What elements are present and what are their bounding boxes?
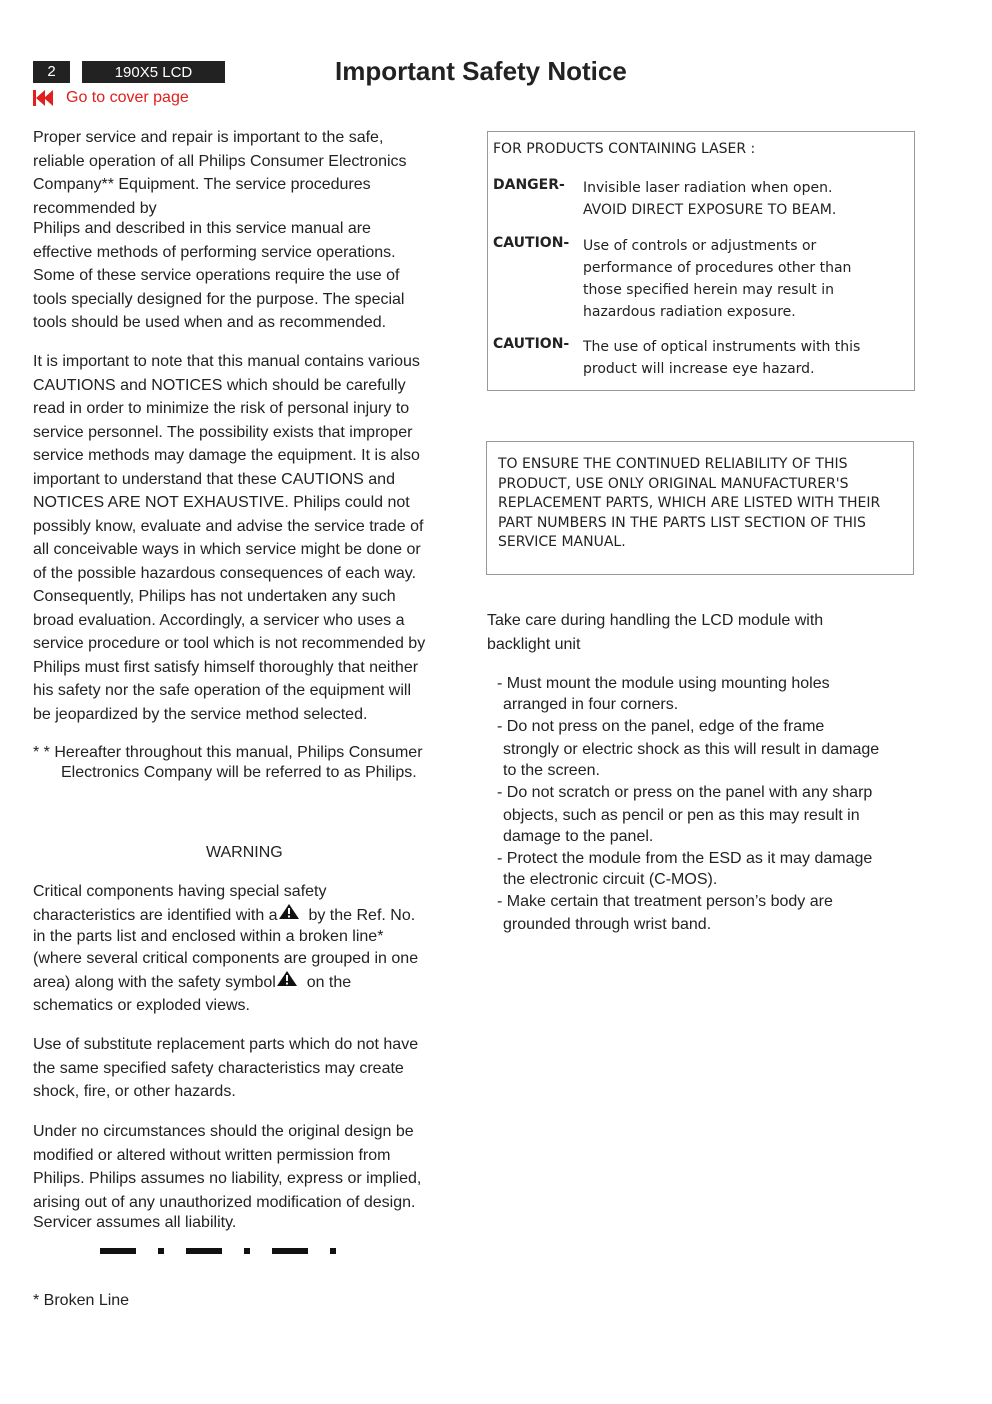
text-line: reliable operation of all Philips Consumer Electronics — [33, 152, 407, 170]
text-line: (where several critical components are grouped in one — [33, 950, 419, 967]
reliability-text — [498, 455, 880, 553]
reliability-notice-box — [486, 441, 914, 575]
dash — [272, 1248, 308, 1254]
dot — [244, 1248, 250, 1254]
laser-warning-box — [487, 131, 915, 391]
text-line: Under no circumstances should the original design be — [33, 1123, 414, 1140]
lcd-intro — [487, 609, 927, 656]
list-item: - Must mount the module using mounting holes — [497, 675, 830, 692]
text-line: Company** Equipment. The service procedures — [33, 176, 371, 193]
text-line: * * Hereafter throughout this manual, Philips Consumer — [33, 744, 423, 761]
page-number: 2 — [33, 61, 70, 83]
text-line: Some of these service operations require the use of — [33, 267, 400, 284]
caution-text — [583, 336, 860, 380]
text-line: all conceivable ways in which service might be done or — [33, 541, 421, 558]
text-line: product will increase eye hazard. — [583, 361, 815, 377]
text-fragment: characteristics are identified with a — [33, 906, 278, 924]
list-item: damage to the panel. — [503, 828, 654, 845]
list-item: - Protect the module from the ESD as it may damage — [497, 850, 873, 867]
text-line: Take care during handling the LCD module with — [487, 612, 824, 629]
text-line: Use of controls or adjustments or — [583, 238, 817, 254]
list-item: arranged in four corners. — [503, 696, 679, 713]
warning-triangle-icon — [276, 971, 298, 987]
text-line: in the parts list and enclosed within a broken line* — [33, 928, 384, 945]
intro-paragraph-cont — [33, 217, 465, 335]
lcd-handling-list — [497, 672, 937, 936]
text-line: possibly know, evaluate and advise the service trade of — [33, 517, 424, 535]
text-line: PART NUMBERS IN THE PARTS LIST SECTION OF THIS — [498, 514, 866, 531]
text-line: schematics or exploded views. — [33, 997, 250, 1014]
circumstances-paragraph — [33, 1120, 465, 1232]
text-line — [33, 971, 465, 995]
text-line: important to understand that these CAUTIONS and — [33, 470, 395, 488]
list-item: to the screen. — [503, 762, 600, 779]
text-line: service personnel. The possibility exists that improper — [33, 423, 413, 441]
text-line: Servicer assumes all liability. — [33, 1214, 237, 1231]
text-line: read in order to minimize the risk of personal injury to — [33, 400, 410, 417]
critical-paragraph — [33, 880, 465, 1018]
text-line: the same specified safety characteristics may create — [33, 1059, 404, 1077]
text-line: his safety nor the safe operation of the equipment will — [33, 682, 411, 699]
skip-back-icon — [33, 90, 54, 106]
warning-heading: WARNING — [206, 844, 283, 861]
laser-heading: FOR PRODUCTS CONTAINING LASER : — [493, 141, 756, 157]
text-line: Critical components having special safety — [33, 883, 327, 900]
danger-label: DANGER- — [493, 177, 565, 193]
caution-label: CAUTION- — [493, 336, 570, 352]
text-line: SERVICE MANUAL. — [498, 534, 626, 550]
text-line: Philips must first satisfy himself thoroughly that neither — [33, 658, 419, 676]
text-line: Use of substitute replacement parts which do not have — [33, 1036, 419, 1053]
text-line: It is important to note that this manual contains various — [33, 353, 420, 370]
list-item: objects, such as pencil or pen as this may result in — [503, 807, 860, 824]
text-line: performance of procedures other than — [583, 260, 852, 276]
caution-label: CAUTION- — [493, 235, 570, 251]
text-line: service methods may damage the equipment. It is also — [33, 447, 420, 464]
text-line: be jeopardized by the service method selected. — [33, 705, 368, 723]
go-to-cover-link[interactable] — [33, 89, 189, 107]
text-line: REPLACEMENT PARTS, WHICH ARE LISTED WITH THEIR — [498, 495, 881, 511]
text-line: CAUTIONS and NOTICES which should be carefully — [33, 376, 406, 394]
text-line: Philips. Philips assumes no liability, express or implied, — [33, 1170, 422, 1187]
text-line: those specified herein may result in — [583, 282, 834, 298]
cover-link-label: Go to cover page — [66, 89, 189, 106]
list-item: - Do not scratch or press on the panel with any sharp — [497, 784, 873, 801]
caution-text — [583, 235, 851, 323]
text-line: modified or altered without written permission from — [33, 1146, 391, 1164]
text-line: NOTICES ARE NOT EXHAUSTIVE. Philips could not — [33, 494, 410, 511]
dot — [158, 1248, 164, 1254]
list-item: - Do not press on the panel, edge of the frame — [497, 718, 825, 735]
text-line: Electronics Company will be referred to as Philips. — [61, 764, 417, 781]
text-line: Consequently, Philips has not undertaken any such — [33, 588, 396, 605]
cautions-paragraph — [33, 350, 465, 726]
text-fragment: area) along with the safety symbol — [33, 973, 276, 991]
text-line: hazardous radiation exposure. — [583, 304, 796, 320]
text-line: service procedure or tool which is not recommended by — [33, 635, 426, 652]
list-item: - Make certain that treatment person’s body are — [497, 893, 833, 910]
text-fragment: on the — [306, 973, 352, 991]
text-line: PRODUCT, USE ONLY ORIGINAL MANUFACTURER'S — [498, 475, 849, 492]
broken-line-caption: * Broken Line — [33, 1292, 130, 1309]
warning-triangle-icon — [278, 904, 300, 920]
intro-paragraph — [33, 126, 465, 220]
text-line: tools specially designed for the purpose. The special — [33, 290, 405, 308]
text-line: of the possible hazardous consequences of each way. — [33, 564, 417, 582]
text-line: backlight unit — [487, 635, 581, 653]
text-line: AVOID DIRECT EXPOSURE TO BEAM. — [583, 202, 837, 218]
danger-text — [583, 177, 836, 221]
dot — [330, 1248, 336, 1254]
text-line: TO ENSURE THE CONTINUED RELIABILITY OF THIS — [498, 456, 848, 472]
text-fragment: by the Ref. No. — [308, 906, 416, 924]
list-item: strongly or electric shock as this will result in damage — [503, 741, 880, 758]
text-line: Invisible laser radiation when open. — [583, 180, 833, 196]
list-item: the electronic circuit (C-MOS). — [503, 871, 718, 888]
text-line: The use of optical instruments with this — [583, 339, 861, 355]
text-line: shock, fire, or other hazards. — [33, 1083, 236, 1100]
text-line: Philips and described in this service manual are — [33, 220, 371, 237]
model-label: 190X5 LCD — [82, 61, 225, 83]
text-line — [33, 904, 465, 928]
text-line: broad evaluation. Accordingly, a servicer who uses a — [33, 611, 405, 629]
footnote — [33, 743, 473, 783]
text-line: arising out of any unauthorized modification of design. — [33, 1193, 416, 1211]
dash — [100, 1248, 136, 1254]
page-title: Important Safety Notice — [335, 56, 627, 86]
text-line: tools should be used when and as recommended. — [33, 314, 387, 331]
text-line: Proper service and repair is important to the safe, — [33, 129, 384, 146]
dash — [186, 1248, 222, 1254]
substitute-paragraph — [33, 1033, 465, 1104]
text-line: recommended by — [33, 199, 157, 217]
list-item: grounded through wrist band. — [503, 916, 712, 933]
text-line: effective methods of performing service operations. — [33, 243, 396, 261]
